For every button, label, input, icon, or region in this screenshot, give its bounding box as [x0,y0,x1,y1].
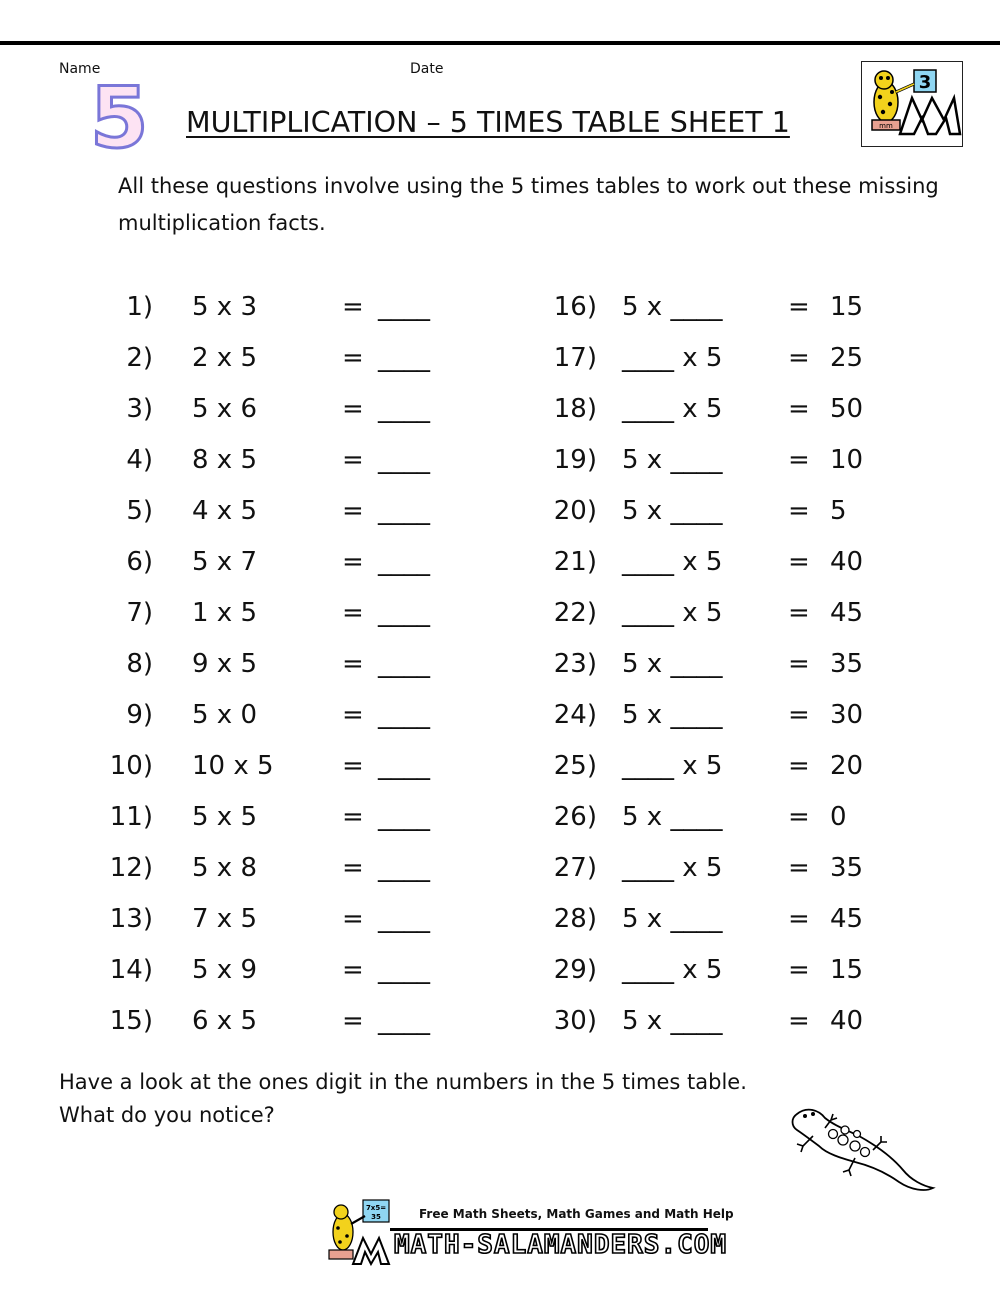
question-num: 20) [553,496,597,526]
big-number-five: 5 [90,69,149,167]
question-num: 29) [553,955,597,985]
question-ans: 20 [830,751,864,781]
question-num: 30) [553,1006,597,1036]
question-ans: ____ [378,1006,430,1036]
question-num: 15) [109,1006,153,1036]
svg-text:35: 35 [371,1213,381,1221]
question-eq: = [342,445,364,475]
footer-question [59,1066,819,1132]
question-ans: 15 [830,292,864,322]
question-expr: 5 x 7 [192,547,257,577]
svg-text:mm: mm [879,122,893,130]
question-expr: 5 x 6 [192,394,257,424]
question-expr: 5 x ____ [622,445,723,475]
question-expr: ____ x 5 [622,853,723,883]
question-num: 25) [553,751,597,781]
question-row [0,437,1000,488]
question-eq: = [788,292,810,322]
question-ans: ____ [378,904,430,934]
question-expr: 5 x ____ [622,496,723,526]
question-row [0,590,1000,641]
question-expr: 1 x 5 [192,598,257,628]
question-expr: 5 x ____ [622,292,723,322]
question-eq: = [342,904,364,934]
question-ans: ____ [378,802,430,832]
question-expr: 6 x 5 [192,1006,257,1036]
question-num: 21) [553,547,597,577]
question-expr: 5 x 8 [192,853,257,883]
question-num: 23) [553,649,597,679]
question-num: 4) [126,445,153,475]
question-num: 19) [553,445,597,475]
question-num: 8) [126,649,153,679]
name-label: Name [59,61,101,77]
question-expr: 5 x 0 [192,700,257,730]
question-expr: 5 x 9 [192,955,257,985]
question-eq: = [342,955,364,985]
question-eq: = [788,955,810,985]
footer-logo-brand: MATH-SALAMANDERS.COM [394,1230,728,1260]
question-eq: = [342,700,364,730]
question-eq: = [788,394,810,424]
question-expr: 5 x ____ [622,1006,723,1036]
question-eq: = [342,598,364,628]
question-row [0,947,1000,998]
question-eq: = [342,394,364,424]
question-ans: 50 [830,394,864,424]
question-num: 26) [553,802,597,832]
question-num: 5) [126,496,153,526]
question-num: 1) [126,292,153,322]
question-eq: = [788,751,810,781]
question-ans: 30 [830,700,864,730]
question-ans: 35 [830,649,864,679]
question-expr: 7 x 5 [192,904,257,934]
question-row [0,641,1000,692]
footer-logo [323,1198,393,1272]
question-ans: 45 [830,904,864,934]
footer-logo-tagline: Free Math Sheets, Math Games and Math Help [419,1207,734,1221]
question-expr: 5 x 3 [192,292,257,322]
question-num: 27) [553,853,597,883]
instructions-text: All these questions involve using the 5 times tables to work out these missing multiplication facts. [118,174,939,235]
question-num: 18) [553,394,597,424]
footer-question-line1: Have a look at the ones digit in the numbers in the 5 times table. [59,1070,747,1094]
question-expr: 8 x 5 [192,445,257,475]
question-expr: 5 x ____ [622,802,723,832]
question-row [0,896,1000,947]
question-ans: ____ [378,394,430,424]
question-eq: = [342,547,364,577]
question-expr: 10 x 5 [192,751,274,781]
question-row [0,386,1000,437]
question-eq: = [342,649,364,679]
question-expr: 5 x 5 [192,802,257,832]
top-rule [0,41,1000,45]
question-num: 3) [126,394,153,424]
question-eq: = [788,598,810,628]
date-label: Date [410,61,444,77]
question-num: 2) [126,343,153,373]
salamander-teacher-icon [862,62,962,146]
svg-text:7x5=: 7x5= [365,1204,387,1212]
header-logo [861,61,963,147]
question-ans: ____ [378,343,430,373]
question-row [0,335,1000,386]
question-ans: ____ [378,496,430,526]
question-eq: = [788,649,810,679]
question-row [0,998,1000,1049]
question-ans: ____ [378,955,430,985]
question-ans: ____ [378,751,430,781]
question-ans: ____ [378,292,430,322]
question-ans: 25 [830,343,864,373]
question-eq: = [788,547,810,577]
question-expr: 5 x ____ [622,700,723,730]
question-eq: = [788,445,810,475]
question-eq: = [788,853,810,883]
question-eq: = [342,496,364,526]
question-row [0,794,1000,845]
question-row [0,284,1000,335]
question-row [0,692,1000,743]
question-ans: ____ [378,445,430,475]
page-title: MULTIPLICATION – 5 TIMES TABLE SHEET 1 [186,106,790,139]
question-num: 13) [109,904,153,934]
question-row [0,488,1000,539]
question-ans: 35 [830,853,864,883]
question-num: 10) [109,751,153,781]
question-row [0,743,1000,794]
question-ans: ____ [378,598,430,628]
question-eq: = [788,802,810,832]
question-ans: 40 [830,547,864,577]
question-ans: 10 [830,445,864,475]
question-expr: ____ x 5 [622,547,723,577]
question-ans: 15 [830,955,864,985]
question-num: 7) [126,598,153,628]
question-eq: = [342,1006,364,1036]
question-expr: ____ x 5 [622,394,723,424]
question-eq: = [342,343,364,373]
question-num: 14) [109,955,153,985]
question-eq: = [788,1006,810,1036]
question-ans: 45 [830,598,864,628]
question-num: 17) [553,343,597,373]
question-ans: ____ [378,649,430,679]
question-expr: 4 x 5 [192,496,257,526]
question-expr: 5 x ____ [622,904,723,934]
question-ans: ____ [378,547,430,577]
question-num: 28) [553,904,597,934]
question-num: 11) [109,802,153,832]
question-ans: ____ [378,700,430,730]
question-eq: = [788,343,810,373]
question-num: 22) [553,598,597,628]
question-row [0,539,1000,590]
question-expr: 2 x 5 [192,343,257,373]
question-row [0,845,1000,896]
question-eq: = [342,751,364,781]
question-eq: = [788,904,810,934]
question-num: 9) [126,700,153,730]
salamander-icon [785,1100,945,1200]
question-eq: = [342,853,364,883]
question-ans: 0 [830,802,847,832]
question-num: 12) [109,853,153,883]
question-expr: ____ x 5 [622,751,723,781]
logo-number: 3 [918,72,932,93]
question-expr: ____ x 5 [622,598,723,628]
question-ans: ____ [378,853,430,883]
question-ans: 40 [830,1006,864,1036]
question-eq: = [788,496,810,526]
question-expr: 5 x ____ [622,649,723,679]
question-ans: 5 [830,496,847,526]
question-eq: = [788,700,810,730]
question-eq: = [342,802,364,832]
question-expr: ____ x 5 [622,955,723,985]
footer-question-line2: What do you notice? [59,1103,275,1127]
question-expr: 9 x 5 [192,649,257,679]
question-num: 6) [126,547,153,577]
footer-salamander-icon [323,1198,393,1268]
question-num: 16) [553,292,597,322]
question-num: 24) [553,700,597,730]
question-eq: = [342,292,364,322]
question-expr: ____ x 5 [622,343,723,373]
